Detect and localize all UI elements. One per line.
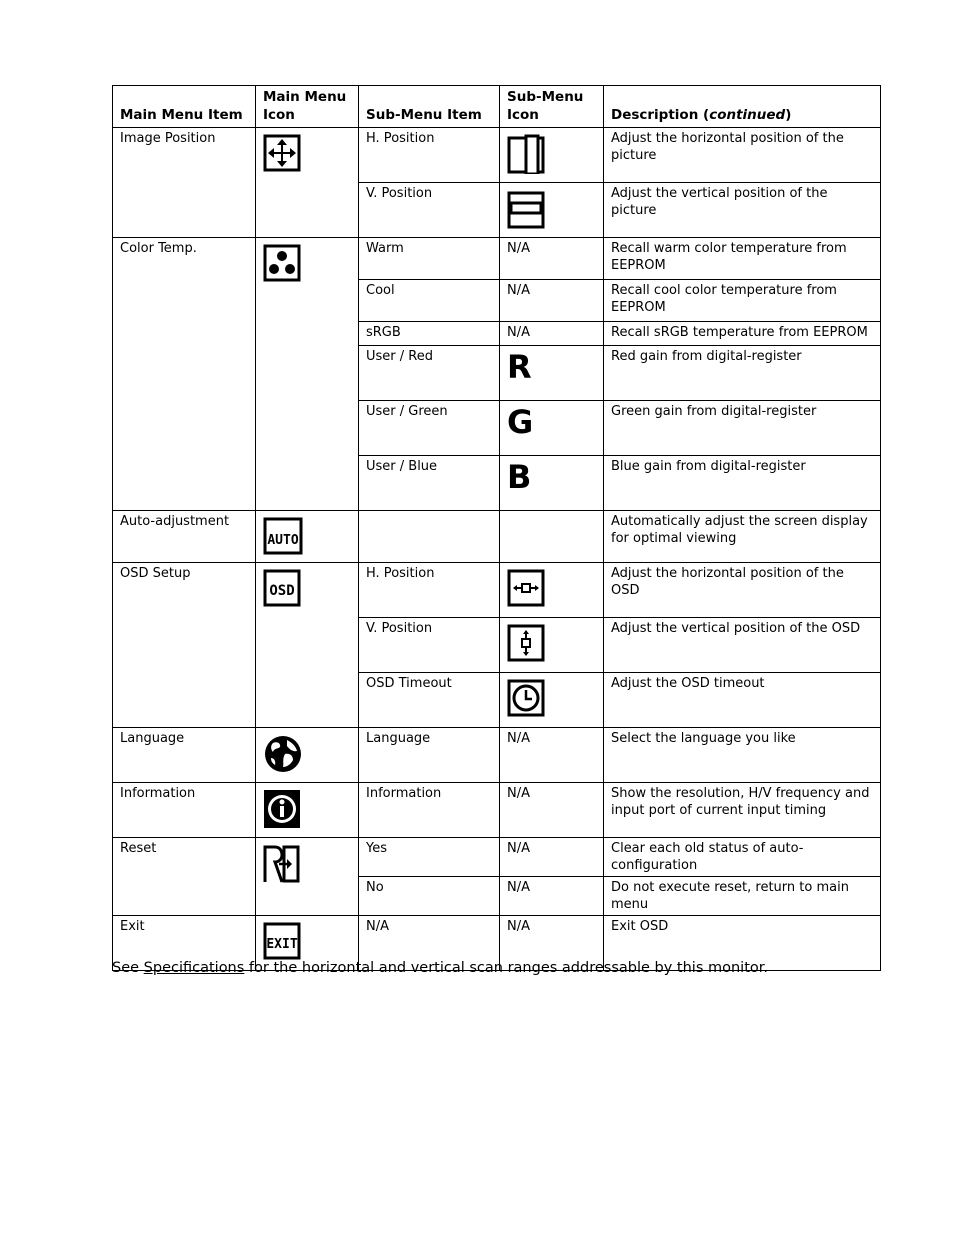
description: Red gain from digital-register bbox=[604, 346, 881, 401]
sub-icon-na: N/A bbox=[500, 238, 604, 280]
description: Exit OSD bbox=[604, 916, 881, 971]
main-item-reset: Reset bbox=[113, 838, 256, 916]
sub-item: Warm bbox=[359, 238, 500, 280]
move-arrows-icon bbox=[263, 134, 351, 172]
table-row bbox=[113, 238, 881, 280]
table-row bbox=[113, 511, 881, 563]
description: Recall cool color temperature from EEPROM bbox=[604, 280, 881, 322]
sub-item: V. Position bbox=[359, 183, 500, 238]
blue-b-icon: B bbox=[507, 458, 532, 496]
table-row bbox=[113, 128, 881, 183]
description: Select the language you like bbox=[604, 728, 881, 783]
footer-note bbox=[112, 958, 768, 978]
description: Adjust the OSD timeout bbox=[604, 673, 881, 728]
sub-icon-na: N/A bbox=[500, 838, 604, 877]
green-g-icon: G bbox=[507, 403, 534, 441]
sub-item: Cool bbox=[359, 280, 500, 322]
header-sub-icon: Sub-Menu Icon bbox=[500, 86, 604, 128]
osd-h-position-icon bbox=[507, 569, 596, 607]
sub-icon-na: N/A bbox=[500, 877, 604, 916]
exit-icon bbox=[263, 922, 351, 960]
sub-icon-empty bbox=[500, 511, 604, 563]
header-main-icon: Main Menu Icon bbox=[256, 86, 359, 128]
table-row bbox=[113, 783, 881, 838]
description: Adjust the horizontal position of the OSD bbox=[604, 563, 881, 618]
sub-item: N/A bbox=[359, 916, 500, 971]
description: Adjust the vertical position of the OSD bbox=[604, 618, 881, 673]
auto-icon bbox=[263, 517, 351, 555]
sub-item: H. Position bbox=[359, 128, 500, 183]
main-item-osd-setup: OSD Setup bbox=[113, 563, 256, 728]
sub-item: V. Position bbox=[359, 618, 500, 673]
description: Adjust the vertical position of the picture bbox=[604, 183, 881, 238]
main-item-information: Information bbox=[113, 783, 256, 838]
sub-item: Yes bbox=[359, 838, 500, 877]
sub-item: User / Red bbox=[359, 346, 500, 401]
globe-icon bbox=[263, 734, 351, 774]
table-row bbox=[113, 728, 881, 783]
header-sub-item: Sub-Menu Item bbox=[359, 86, 500, 128]
sub-item: User / Green bbox=[359, 401, 500, 456]
sub-item: Information bbox=[359, 783, 500, 838]
footer-suffix: for the horizontal and vertical scan ranges addressable by this monitor. bbox=[244, 960, 768, 976]
sub-item: H. Position bbox=[359, 563, 500, 618]
sub-item: No bbox=[359, 877, 500, 916]
description: Recall warm color temperature from EEPROM bbox=[604, 238, 881, 280]
table-row bbox=[113, 563, 881, 618]
clock-icon bbox=[507, 679, 596, 717]
info-icon bbox=[263, 789, 351, 829]
osd-v-position-icon bbox=[507, 624, 596, 662]
specifications-link[interactable]: Specifications bbox=[143, 960, 245, 976]
sub-icon-na: N/A bbox=[500, 728, 604, 783]
color-dots-icon bbox=[263, 244, 351, 282]
reset-icon bbox=[263, 844, 351, 884]
sub-icon-na: N/A bbox=[500, 783, 604, 838]
sub-icon-na: N/A bbox=[500, 322, 604, 346]
sub-item: sRGB bbox=[359, 322, 500, 346]
red-r-icon: R bbox=[507, 348, 532, 386]
table-row bbox=[113, 838, 881, 877]
sub-icon-na: N/A bbox=[500, 916, 604, 971]
sub-icon-na: N/A bbox=[500, 280, 604, 322]
description: Automatically adjust the screen display for optimal viewing bbox=[604, 511, 881, 563]
v-position-icon bbox=[507, 189, 596, 229]
main-item-language: Language bbox=[113, 728, 256, 783]
description: Clear each old status of auto-configuration bbox=[604, 838, 881, 877]
sub-item bbox=[359, 511, 500, 563]
description: Green gain from digital-register bbox=[604, 401, 881, 456]
footer-prefix: See bbox=[112, 960, 144, 976]
description: Recall sRGB temperature from EEPROM bbox=[604, 322, 881, 346]
sub-item: User / Blue bbox=[359, 456, 500, 511]
main-item-exit: Exit bbox=[113, 916, 256, 971]
table-header-row bbox=[113, 86, 881, 128]
svg-text:AUTO: AUTO bbox=[267, 533, 299, 548]
description: Show the resolution, H/V frequency and input port of current input timing bbox=[604, 783, 881, 838]
osd-icon bbox=[263, 569, 351, 607]
header-main-item: Main Menu Item bbox=[113, 86, 256, 128]
osd-menu-table bbox=[112, 85, 881, 971]
main-item-image-position: Image Position bbox=[113, 128, 256, 238]
description: Do not execute reset, return to main menu bbox=[604, 877, 881, 916]
sub-item: Language bbox=[359, 728, 500, 783]
svg-text:OSD: OSD bbox=[269, 583, 295, 599]
sub-item: OSD Timeout bbox=[359, 673, 500, 728]
description: Blue gain from digital-register bbox=[604, 456, 881, 511]
svg-text:EXIT: EXIT bbox=[266, 937, 298, 952]
main-item-color-temp: Color Temp. bbox=[113, 238, 256, 511]
main-item-auto-adjustment: Auto-adjustment bbox=[113, 511, 256, 563]
header-description: Description (continued) bbox=[604, 86, 881, 128]
description: Adjust the horizontal position of the picture bbox=[604, 128, 881, 183]
h-position-icon bbox=[507, 134, 596, 174]
